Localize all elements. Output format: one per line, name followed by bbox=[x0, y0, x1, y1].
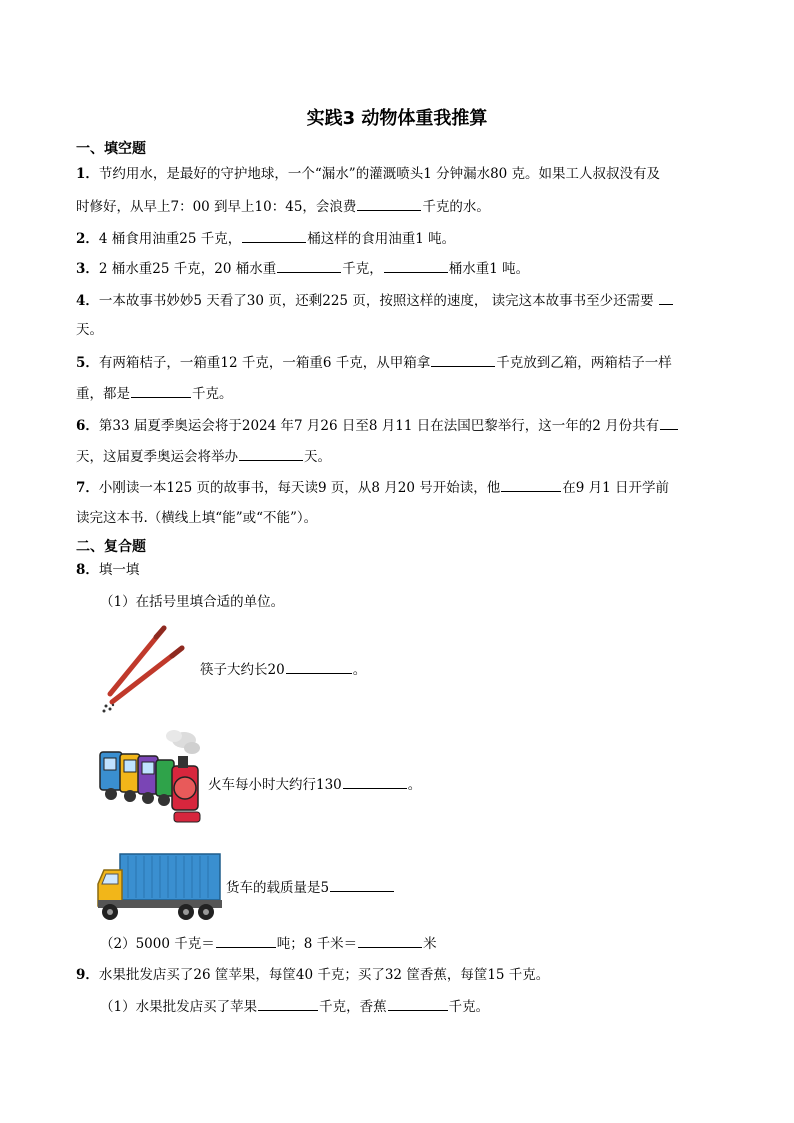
q9-line bbox=[76, 965, 726, 985]
q7-line2 bbox=[76, 508, 726, 528]
q8-truck-line bbox=[226, 877, 526, 898]
q8-sub1 bbox=[100, 592, 750, 612]
q8-number: 8． bbox=[76, 562, 99, 578]
q8-sub2-text-c: 米 bbox=[423, 936, 437, 952]
q8-truck-blank[interactable] bbox=[330, 877, 394, 892]
q9-sub1-text-c: 千克。 bbox=[448, 999, 490, 1015]
q2-text-a: 4 桶食用油重25 千克， bbox=[98, 231, 242, 247]
q4-blank[interactable] bbox=[659, 290, 673, 305]
q5-line1 bbox=[76, 352, 726, 373]
q8-sub2-blank-1[interactable] bbox=[216, 933, 276, 948]
q8-train-line bbox=[208, 774, 608, 795]
q8-sub2-text-a: （2）5000 千克＝ bbox=[100, 936, 215, 952]
q7-text-a: 小刚读一本125 页的故事书，每天读9 页，从8 月20 号开始读，他 bbox=[98, 480, 501, 496]
q7-line1 bbox=[76, 477, 726, 498]
q8-text-a: 填一填 bbox=[98, 562, 140, 578]
q3-text-c: 桶水重1 吨。 bbox=[448, 261, 530, 277]
q6-line2 bbox=[76, 446, 726, 467]
q1-line2 bbox=[76, 196, 726, 217]
q3-text-b: 千克， bbox=[342, 261, 383, 277]
q1-text-b: 时修好，从早上7：00 到早上10：45，会浪费 bbox=[76, 199, 357, 215]
q6-number: 6． bbox=[76, 418, 99, 434]
q7-text-c: 读完这本书.（横线上填“能”或“不能”）。 bbox=[76, 510, 318, 526]
q8-chopsticks-blank[interactable] bbox=[286, 659, 352, 674]
q6-text-c: 天。 bbox=[304, 449, 331, 465]
q2-blank[interactable] bbox=[242, 228, 306, 243]
q8-train-text: 火车每小时大约行130 bbox=[208, 777, 342, 793]
q3-blank-2[interactable] bbox=[384, 258, 448, 273]
q9-sub1-text-a: （1）水果批发店买了苹果 bbox=[100, 999, 258, 1015]
q8-train-blank[interactable] bbox=[343, 774, 407, 789]
chopsticks-image bbox=[98, 622, 192, 716]
q9-number: 9． bbox=[76, 967, 99, 983]
truck-image bbox=[96, 850, 224, 922]
section-fill-blank: 一、填空题 bbox=[76, 141, 146, 157]
q3-text-a: 2 桶水重25 千克，20 桶水重 bbox=[98, 261, 277, 277]
q5-text-a: 有两箱桔子，一箱重12 千克，一箱重6 千克，从甲箱拿 bbox=[98, 355, 431, 371]
q8-chopsticks-line bbox=[200, 659, 600, 680]
q9-sub1 bbox=[100, 996, 750, 1017]
q8-line bbox=[76, 560, 726, 580]
q3-number: 3． bbox=[76, 261, 99, 277]
q9-sub1-text-b: 千克，香蕉 bbox=[319, 999, 387, 1015]
q6-text-b: 天，这届夏季奥运会将举办 bbox=[76, 449, 238, 465]
section-composite: 二、复合题 bbox=[76, 539, 146, 555]
q4-line1 bbox=[76, 290, 726, 311]
q1-blank[interactable] bbox=[357, 196, 421, 211]
q8-chopsticks-text: 筷子大约长20 bbox=[200, 662, 285, 678]
q8-sub2-blank-2[interactable] bbox=[358, 933, 422, 948]
q7-blank[interactable] bbox=[501, 477, 561, 492]
q6-blank-1[interactable] bbox=[660, 415, 678, 430]
q1-line1 bbox=[76, 164, 726, 184]
q5-blank-2[interactable] bbox=[131, 383, 191, 398]
q1-number: 1． bbox=[76, 166, 99, 182]
q8-sub1-text: （1）在括号里填合适的单位。 bbox=[100, 594, 285, 610]
train-image bbox=[98, 726, 206, 830]
q3-line bbox=[76, 258, 726, 279]
q5-text-b: 千克放到乙箱，两箱桔子一样 bbox=[496, 355, 672, 371]
q6-blank-2[interactable] bbox=[239, 446, 303, 461]
q2-line bbox=[76, 228, 726, 249]
q4-text-b: 天。 bbox=[76, 322, 103, 338]
q2-text-b: 桶这样的食用油重1 吨。 bbox=[307, 231, 456, 247]
q5-text-c: 重，都是 bbox=[76, 386, 130, 402]
q7-number: 7． bbox=[76, 480, 99, 496]
q8-chopsticks-end: 。 bbox=[352, 662, 367, 678]
q4-text-a: 一本故事书妙妙5 天看了30 页，还剩225 页，按照这样的速度， 读完这本故事书至少还需要 bbox=[98, 293, 654, 309]
q5-blank-1[interactable] bbox=[431, 352, 495, 367]
q6-text-a: 第33 届夏季奥运会将于2024 年7 月26 日至8 月11 日在法国巴黎举行，这一年的2 月份共有 bbox=[98, 418, 660, 434]
q5-text-d: 千克。 bbox=[192, 386, 233, 402]
q1-text-c: 千克的水。 bbox=[422, 199, 490, 215]
q8-train-end: 。 bbox=[407, 777, 422, 793]
q6-line1 bbox=[76, 415, 726, 436]
q4-line2 bbox=[76, 320, 726, 340]
q8-sub2-text-b: 吨；8 千米＝ bbox=[276, 936, 358, 952]
q7-text-b: 在9 月1 日开学前 bbox=[562, 480, 669, 496]
q3-blank-1[interactable] bbox=[277, 258, 341, 273]
q5-line2 bbox=[76, 383, 726, 404]
page-title: 实践3 动物体重我推算 bbox=[306, 108, 488, 129]
q9-text-a: 水果批发店买了26 筐苹果，每筐40 千克；买了32 筐香蕉，每筐15 千克。 bbox=[98, 967, 550, 983]
q8-truck-text: 货车的载质量是5 bbox=[226, 880, 330, 896]
q2-number: 2． bbox=[76, 231, 99, 247]
q1-text-a: 节约用水，是最好的守护地球，一个“漏水”的灌溉喷头1 分钟漏水80 克。如果工人叔叔没有及 bbox=[98, 166, 661, 182]
q9-sub1-blank-2[interactable] bbox=[388, 996, 448, 1011]
q5-number: 5． bbox=[76, 355, 99, 371]
q9-sub1-blank-1[interactable] bbox=[258, 996, 318, 1011]
q4-number: 4． bbox=[76, 293, 99, 309]
q8-sub2 bbox=[100, 933, 750, 954]
